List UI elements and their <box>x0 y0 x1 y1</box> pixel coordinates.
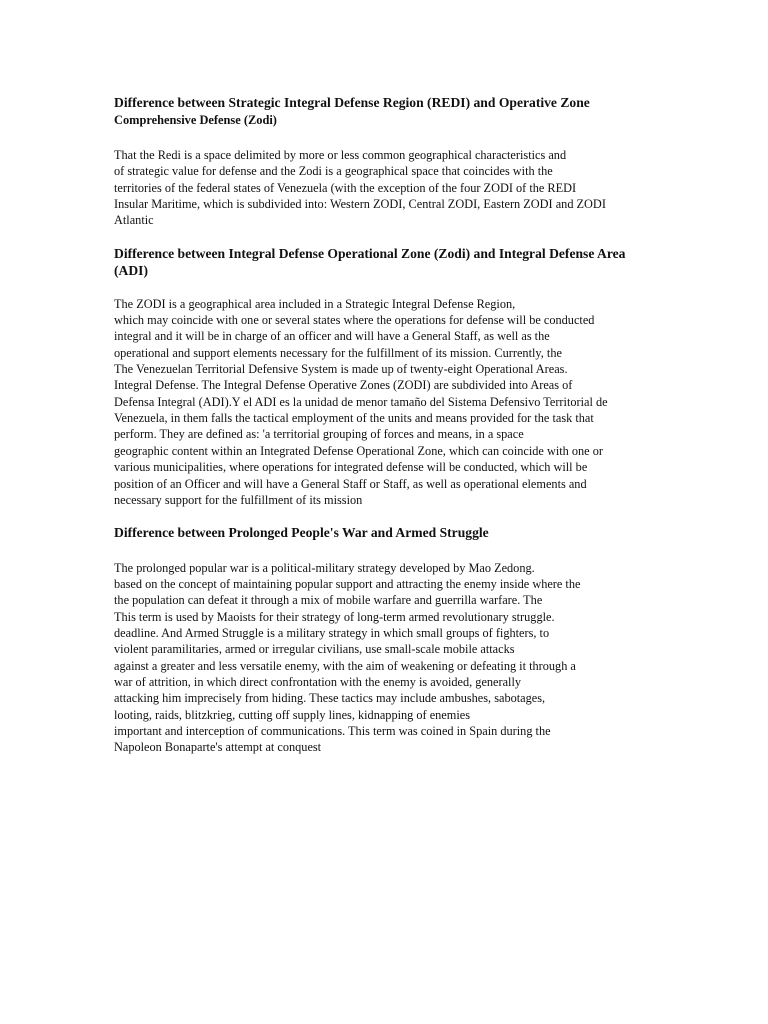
body-line: The Venezuelan Territorial Defensive System is made up of twenty-eight Operational Areas. <box>114 362 568 377</box>
body-line: integral and it will be in charge of an officer and will have a General Staff, as well as the <box>114 329 550 344</box>
body-line: which may coincide with one or several states where the operations for defense will be conducted <box>114 313 595 328</box>
body-line: of strategic value for defense and the Zodi is a geographical space that coincides with the <box>114 164 553 179</box>
section-body-redi-vs-zodi <box>114 147 674 229</box>
section-heading-zodi-vs-adi <box>114 245 674 280</box>
body-line: The ZODI is a geographical area included in a Strategic Integral Defense Region, <box>114 296 516 311</box>
body-line: attacking him imprecisely from hiding. These tactics may include ambushes, sabotages, <box>114 691 546 706</box>
heading-line: Difference between Integral Defense Operational Zone (Zodi) and Integral Defense Area <box>114 245 626 261</box>
heading-line: (ADI) <box>114 263 148 279</box>
body-line: against a greater and less versatile enemy, with the aim of weakening or defeating it through a <box>114 658 576 673</box>
body-line: Integral Defense. The Integral Defense Operative Zones (ZODI) are subdivided into Areas of <box>114 378 573 393</box>
section-heading-war-vs-struggle <box>114 524 674 542</box>
body-line: operational and support elements necessary for the fulfillment of its mission. Currently, the <box>114 345 562 360</box>
body-line: war of attrition, in which direct confrontation with the enemy is avoided, generally <box>114 675 522 690</box>
body-line: violent paramilitaries, armed or irregular civilians, use small-scale mobile attacks <box>114 642 515 657</box>
heading-line: Comprehensive Defense (Zodi) <box>114 112 277 127</box>
document-page <box>114 94 674 756</box>
body-line: position of an Officer and will have a General Staff or Staff, as well as operational elements and <box>114 476 587 491</box>
body-line: geographic content within an Integrated Defense Operational Zone, which can coincide with one or <box>114 443 603 458</box>
body-line: Atlantic <box>114 213 154 228</box>
body-line: This term is used by Maoists for their strategy of long-term armed revolutionary struggle. <box>114 609 555 624</box>
body-line: the population can defeat it through a mix of mobile warfare and guerrilla warfare. The <box>114 593 543 608</box>
body-line: based on the concept of maintaining popular support and attracting the enemy inside where the <box>114 577 581 592</box>
body-line: The prolonged popular war is a political-military strategy developed by Mao Zedong. <box>114 560 535 575</box>
body-line: Venezuela, in them falls the tactical employment of the units and means provided for the task that <box>114 411 594 426</box>
body-line: necessary support for the fulfillment of its mission <box>114 492 363 507</box>
body-line: Insular Maritime, which is subdivided into: Western ZODI, Central ZODI, Eastern ZODI and ZODI <box>114 197 606 212</box>
body-line: Napoleon Bonaparte's attempt at conquest <box>114 740 322 755</box>
body-line: territories of the federal states of Venezuela (with the exception of the four ZODI of the REDI <box>114 180 577 195</box>
heading-line: Difference between Strategic Integral Defense Region (REDI) and Operative Zone <box>114 95 590 110</box>
body-line: That the Redi is a space delimited by more or less common geographical characteristics and <box>114 148 567 162</box>
body-line: deadline. And Armed Struggle is a military strategy in which small groups of fighters, to <box>114 626 550 641</box>
section-body-war-vs-struggle <box>114 560 674 756</box>
heading-line: Difference between Prolonged People's War and Armed Struggle <box>114 525 489 541</box>
body-line: important and interception of communications. This term was coined in Spain during the <box>114 724 551 739</box>
body-line: various municipalities, where operations for integrated defense will be conducted, which will be <box>114 460 588 475</box>
body-line: perform. They are defined as: 'a territorial grouping of forces and means, in a space <box>114 427 524 442</box>
section-heading-redi-vs-zodi <box>114 94 674 129</box>
body-line: looting, raids, blitzkrieg, cutting off supply lines, kidnapping of enemies <box>114 707 470 722</box>
section-body-zodi-vs-adi <box>114 296 674 508</box>
body-line: Defensa Integral (ADI).Y el ADI es la unidad de menor tamaño del Sistema Defensivo Territorial de <box>114 394 608 409</box>
